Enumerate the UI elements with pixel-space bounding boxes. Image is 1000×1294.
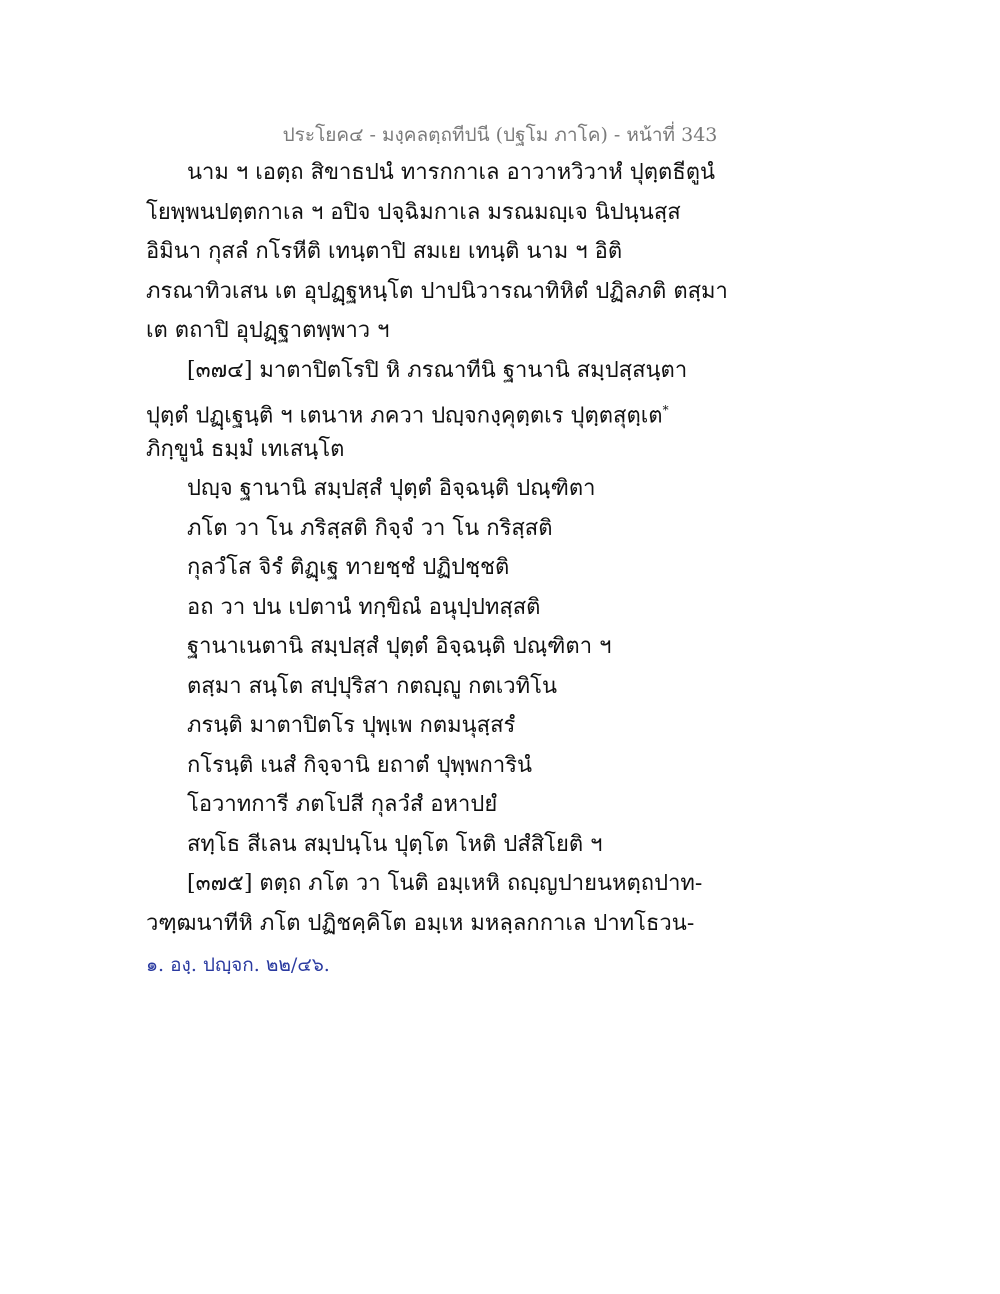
text-line: อิมินา กุสลํ กโรหีติ เทนฺตาปิ สมเย เทนฺติ นาม ฯ อิติ: [146, 239, 623, 264]
verse-line: กุลวํโส จิรํ ติฏฺเฐ ทายชฺชํ ปฏิปชฺชติ: [187, 555, 510, 580]
text-line: เต ตถาปิ อุปฏฺฐาตพฺพาว ฯ: [146, 318, 390, 343]
verse-line: อถ วา ปน เปตานํ ทกฺขิณํ อนุปฺปทสฺสติ: [187, 595, 541, 620]
running-header: ประโยค๔ - มงฺคลตฺถทีปนี (ปฐโม ภาโค) - หน้าที่ 343: [282, 124, 718, 146]
verse-line: โอวาทการี ภตโปสี กุลวํสํ อหาปยํ: [187, 792, 498, 817]
paragraph-374-start: [๓๗๔] มาตาปิตโรปิ หิ ภรณาทีนิ ฐานานิ สมฺปสฺสนฺตา: [187, 358, 688, 383]
text-line: วฑฺฒนาทีหิ ภโต ปฏิชคฺคิโต อมฺเห มหลฺลกกาเล ปาทโธวน-: [146, 911, 695, 936]
verse-line: สทฺโธ สีเลน สมฺปนฺโน ปุตฺโต โหติ ปสํสิโยติ ฯ: [187, 832, 603, 857]
footnote: ๑. องฺ. ปญฺจก. ๒๒/๔๖.: [146, 954, 330, 976]
text-line-with-footnote: [146, 395, 669, 431]
text-line: ปุตฺตํ ปฏฺเฐนฺติ ฯ เตนาห ภควา ปญฺจกงฺคุตฺตเร ปุตฺตสุตฺเต: [146, 403, 663, 429]
verse-line: ภโต วา โน ภริสฺสติ กิจฺจํ วา โน กริสฺสติ: [187, 516, 553, 541]
text-line: ภรณาทิวเสน เต อุปฏฺฐหนฺโต ปาปนิวารณาทิหิตํ ปฏิลภติ ตสฺมา: [146, 279, 728, 304]
text-line: นาม ฯ เอตฺถ สิขาธปนํ ทารกกาเล อาวาหวิวาหํ ปุตฺตธีตูนํ: [187, 160, 716, 185]
verse-line: ภรนฺติ มาตาปิตโร ปุพฺเพ กตมนุสฺสรํ: [187, 713, 516, 738]
paragraph-375-start: [๓๗๕] ตตฺถ ภโต วา โนติ อมฺเหหิ ถญฺญปายนหตฺถปาท-: [187, 871, 703, 896]
footnote-marker: *: [662, 403, 669, 417]
verse-line: ตสฺมา สนฺโต สปฺปุริสา กตญฺญู กตเวทิโน: [187, 674, 558, 699]
text-line: โยพฺพนปตฺตกาเล ฯ อปิจ ปจฺฉิมกาเล มรณมญฺเจ นิปนฺนสฺส: [146, 200, 681, 225]
verse-line: ฐานาเนตานิ สมฺปสฺสํ ปุตฺตํ อิจฺฉนฺติ ปณฺฑิตา ฯ: [187, 634, 612, 659]
verse-line: กโรนฺติ เนสํ กิจฺจานิ ยถาตํ ปุพฺพการินํ: [187, 753, 533, 778]
verse-line: ปญฺจ ฐานานิ สมฺปสฺสํ ปุตฺตํ อิจฺฉนฺติ ปณฺฑิตา: [187, 476, 596, 501]
text-line: ภิกฺขูนํ ธมฺมํ เทเสนฺโต: [146, 437, 345, 462]
